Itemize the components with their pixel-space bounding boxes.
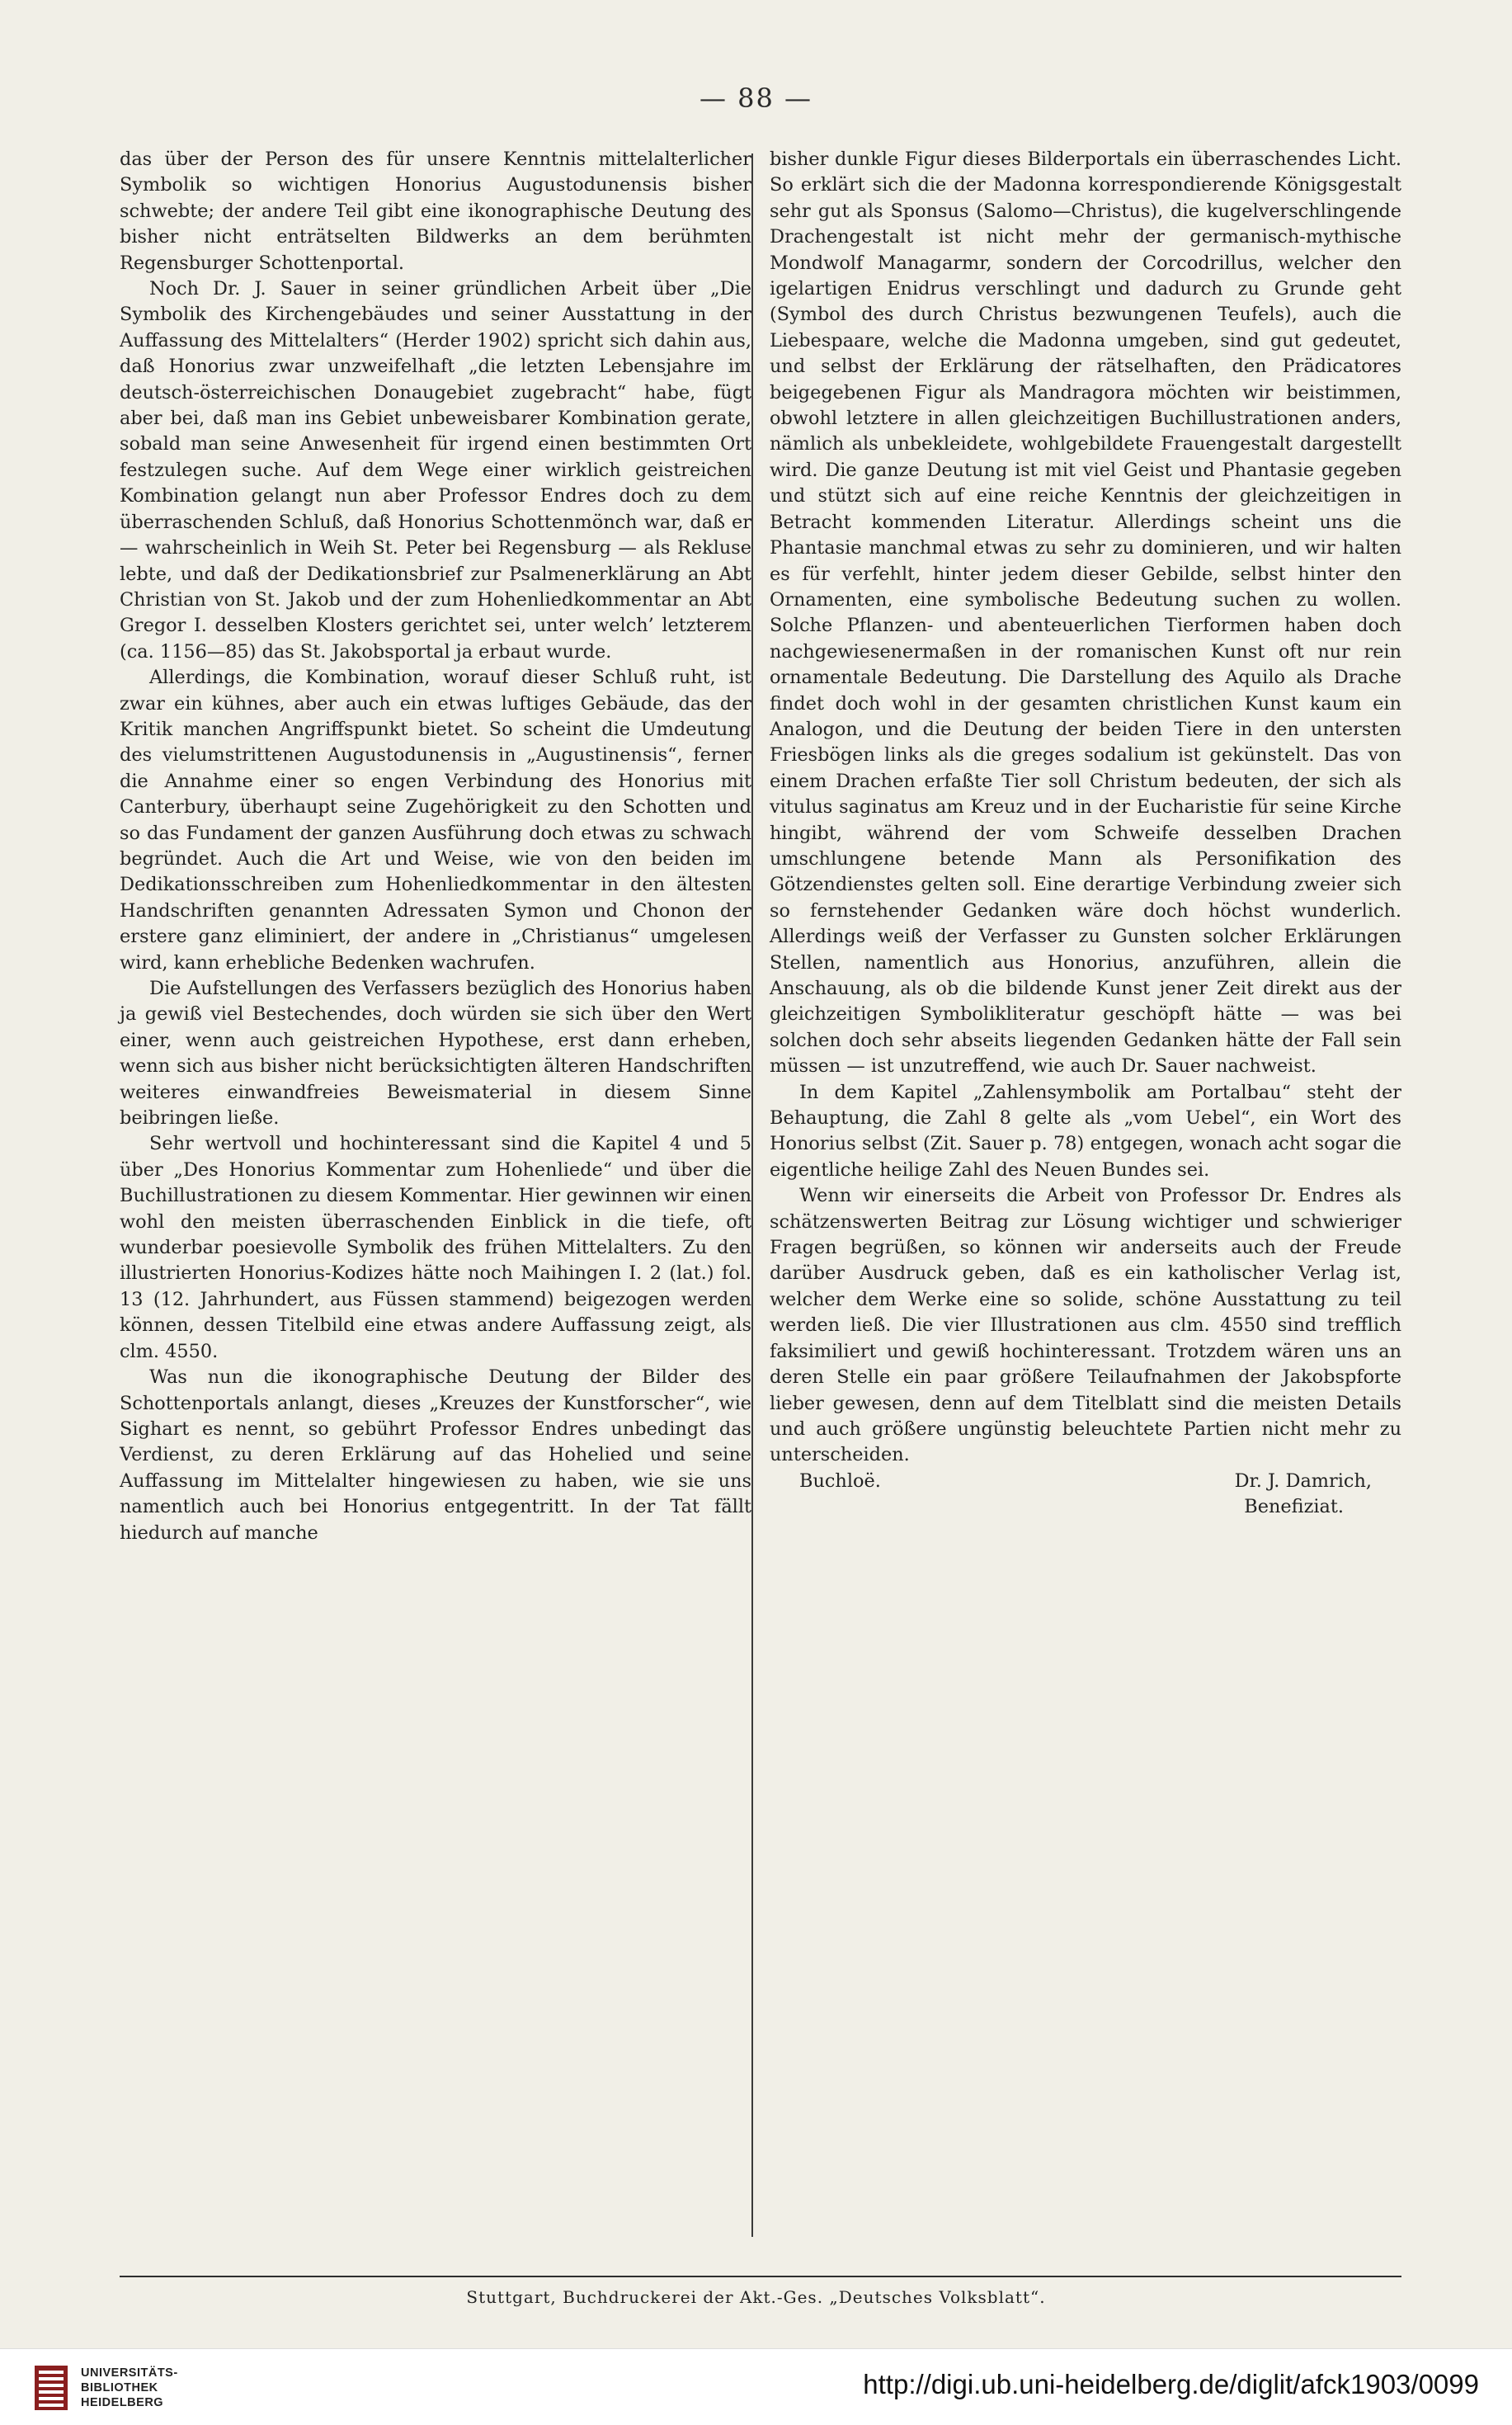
right-column (770, 147, 1401, 1521)
logo-line: BIBLIOTHEK (81, 2381, 158, 2394)
column-divider (751, 153, 753, 2237)
bottom-divider (120, 2276, 1401, 2277)
paragraph: das über der Person des für unsere Kenntnis mittelalterlicher Symbolik so wichtigen Honorius Augustodunensis bisher schwebte; der andere Teil gibt eine ikonographische Deutung des bisher nicht enträtselten Bildwerks an dem berühmten Regensburger Schottenportal. (120, 149, 751, 274)
signature (770, 1469, 1401, 1494)
library-footer (0, 2348, 1512, 2425)
paragraph: Die Aufstellungen des Verfassers bezüglich des Honorius haben ja gewiß viel Bestechendes, doch würden sie sich über den Wert einer, wenn auch geistreichen Hypothese, erst dann erheben, wenn sich aus bisher nicht berücksichtigten älteren Handschriften weiteres einwandfreies Beweismaterial in diesem Sinne beibringen ließe. (120, 978, 751, 1130)
source-url-link[interactable]: http://digi.ub.uni-heidelberg.de/diglit/afck1903/0099 (863, 2369, 1479, 2399)
paragraph: Wenn wir einerseits die Arbeit von Professor Dr. Endres als schätzenswerten Beitrag zur Lösung wichtiger und schwieriger Fragen begrüßen, so können wir anderseits auch der Freude darüber Ausdruck geben, daß es ein katholischer Verlag ist, welcher dem Werke eine so solide, schöne Ausstattung zu teil werden ließ. Die vier Illustrationen aus clm. 4550 sind trefflich faksimiliert und gewiß hochinteressant. Trotzdem wären uns an deren Stelle ein paar größere Teilaufnahmen der Jakobspforte lieber gewesen, denn auf dem Titelblatt sind die meisten Details und auch größere ungünstig beleuchtete Partien nicht mehr zu unterscheiden. (770, 1185, 1401, 1466)
paragraph: Sehr wertvoll und hochinteressant sind die Kapitel 4 und 5 über „Des Honorius Kommentar zum Hohenliede“ und über die Buchillustrationen zu diesem Kommentar. Hier gewinnen wir einen wohl den meisten überraschenden Einblick in die tiefe, oft wunderbar poesievolle Symbolik des frühen Mittelalters. Zu den illustrierten Honorius-Kodizes hätte noch Maihingen I. 2 (lat.) fol. 13 (12. Jahrhundert, aus Füssen stammend) beigezogen werden können, dessen Titelbild eine etwas andere Auffassung zeigt, als clm. 4550. (120, 1133, 751, 1362)
signature-place: Buchloë. (799, 1470, 881, 1492)
logo-line: HEIDELBERG (81, 2396, 164, 2409)
paragraph: Allerdings, die Kombination, worauf dieser Schluß ruht, ist zwar ein kühnes, aber auch ein etwas luftiges Gebäude, das der Kritik manchen Angriffspunkt bietet. So scheint die Umdeutung des vielumstrittenen Augustodunensis in „Augustinensis“, ferner die Annahme einer so engen Verbindung des Honorius mit Canterbury, überhaupt seine Zugehörigkeit zu den Schotten und so das Fundament der ganzen Ausführung doch etwas zu schwach begründet. Auch die Art und Weise, wie von den beiden im Dedikationsschreiben zum Hohenliedkommentar in den ältesten Handschriften genannten Adressaten Symon und Chonon der erstere ganz eliminiert, der andere in „Christianus“ umgelesen wird, kann erhebliche Bedenken wachrufen. (120, 667, 751, 974)
library-seal-icon (33, 2364, 69, 2412)
left-column (120, 147, 751, 1546)
library-logo[interactable] (33, 2364, 178, 2412)
paragraph: Noch Dr. J. Sauer in seiner gründlichen Arbeit über „Die Symbolik des Kirchengebäudes und seiner Ausstattung in der Auffassung des Mittelalters“ (Herder 1902) spricht sich dahin aus, daß Honorius zwar unzweifelhaft „die letzten Lebensjahre im deutsch-österreichischen Donaugebiet zugebracht“ habe, fügt aber bei, daß man ins Gebiet unbeweisbarer Kombination gerate, sobald man seine Anwesenheit für irgend einen bestimmten Ort festzulegen suche. Auf dem Wege einer wirklich geistreichen Kombination gelangt nun aber Professor Endres doch zu dem überraschenden Schluß, daß Honorius Schottenmönch war, daß er — wahrscheinlich in Weih St. Peter bei Regensburg — als Rekluse lebte, und daß der Dedikationsbrief zur Psalmenerklärung an Abt Christian von St. Jakob und der zum Hohenliedkommentar an Abt Gregor I. desselben Klosters gerichtet sei, unter welch’ letzterem (ca. 1156—85) das St. Jakobsportal ja erbaut wurde. (120, 278, 751, 663)
paragraph: In dem Kapitel „Zahlensymbolik am Portalbau“ steht der Behauptung, die Zahl 8 gelte als „vom Uebel“, ein Wort des Honorius selbst (Zit. Sauer p. 78) entgegen, wonach acht sogar die eigentliche heilige Zahl des Neuen Bundes sei. (770, 1081, 1401, 1181)
paragraph: bisher dunkle Figur dieses Bilderportals ein überraschendes Licht. So erklärt sich die der Madonna korrespondierende Königsgestalt sehr gut als Sponsus (Salomo—Christus), die kugelverschlingende Drachengestalt ist nicht mehr der germanisch-mythische Mondwolf Managarmr, sondern der Corcodrillus, welcher den igelartigen Enidrus verschlingt und dadurch zu Grunde geht (Symbol des durch Christus bezwungenen Teufels), auch die Liebespaare, welche die Madonna umgeben, sind gut gedeutet, und selbst der Erklärung der rätselhaften, den Prädicatores beigegebenen Figur als Mandragora möchten wir beistimmen, obwohl letztere in allen gleichzeitigen Buchillustrationen anders, nämlich als unbekleidete, wohlgebildete Frauengestalt dargestellt wird. Die ganze Deutung ist mit viel Geist und Phantasie gegeben und stützt sich auf eine reiche Kenntnis der gleichzeitigen in Betracht kommenden Literatur. Allerdings scheint uns die Phantasie manchmal etwas zu sehr zu dominieren, und wir halten es für verfehlt, hinter jedem dieser Gebilde, selbst hinter den Ornamenten, eine symbolische Bedeutung suchen zu wollen. Solche Pflanzen- und abenteuerlichen Tierformen haben doch nachgewiesenermaßen in der romanischen Kunst oft nur rein ornamentale Bedeutung. Die Darstellung des Aquilo als Drache findet doch wohl in der gesamten christlichen Kunst kaum ein Analogon, und die Deutung der beiden Tiere in den untersten Friesbögen links als die greges sodalium ist gekünstelt. Das von einem Drachen erfaßte Tier soll Christum bedeuten, der sich als vitulus saginatus am Kreuz und in der Eucharistie für seine Kirche hingibt, während der vom Schweife desselben Drachen umschlungene betende Mann als Personifikation des Götzendienstes gelten soll. Eine derartige Verbindung zweier sich so fernstehender Gedanken wäre doch höchst wunderlich. Allerdings weiß der Verfasser zu Gunsten solcher Erklärungen Stellen, namentlich aus Honorius, anzuführen, allein die Anschauung, als ob die bildende Kunst jener Zeit direkt aus der gleichzeitigen Symbolikliteratur geschöpft hätte — was bei solchen doch sehr abseits liegenden Gedanken hätte der Fall sein müssen — ist unzutreffend, wie auch Dr. Sauer nachweist. (770, 149, 1401, 1078)
printer-imprint: Stuttgart, Buchdruckerei der Akt.-Ges. „Deutsches Volksblatt“. (466, 2287, 1046, 2307)
signature-author: Dr. J. Damrich, (1234, 1470, 1372, 1492)
logo-line: UNIVERSITÄTS- (81, 2366, 178, 2380)
paragraph: Was nun die ikonographische Deutung der Bilder des Schottenportals anlangt, dieses „Kreuzes der Kunstforscher“, wie Sighart es nennt, so gebührt Professor Endres unbedingt das Verdienst, zu deren Erklärung auf das Hohelied und seine Auffassung im Mittelalter hingewiesen zu haben, wie sie uns namentlich auch bei Honorius entgegentritt. In der Tat fällt hiedurch auf manche (120, 1366, 751, 1544)
signature-title: Benefiziat. (1244, 1496, 1344, 1518)
page-number: — 88 — (699, 83, 813, 114)
